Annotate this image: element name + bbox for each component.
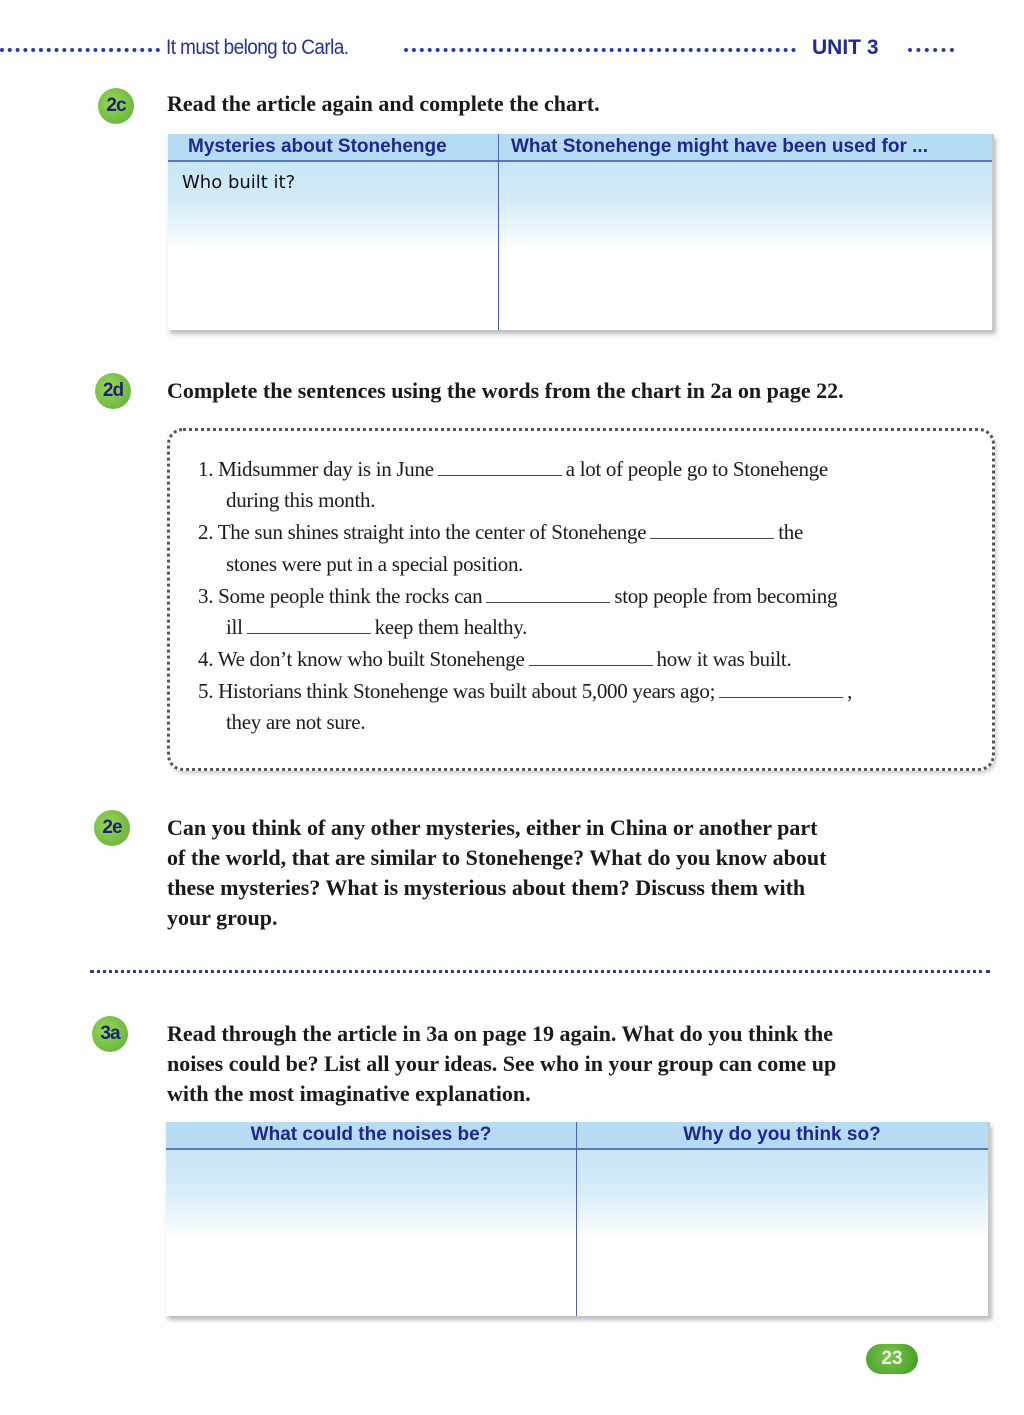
answer-blank[interactable] [247,619,371,634]
sentence-text: stop people from becoming [614,584,838,608]
sentence-text: Midsummer day is in June [218,457,434,481]
sentence-number: 5. [198,679,214,703]
answer-blank[interactable] [650,524,774,539]
chart-2c-col-mysteries: Mysteries about Stonehenge [188,136,447,157]
sentence-number: 1. [198,457,214,481]
running-header [0,36,960,64]
answer-blank[interactable] [529,651,653,666]
chart-3a-answer-noises[interactable] [172,1154,570,1310]
chart-3a-col-why: Why do you think so? [683,1124,881,1145]
exercise-badge-2d: 2d [95,373,131,409]
page-number: 23 [866,1344,918,1374]
sentence-text: ill [226,615,243,639]
instruction-3a [167,1019,836,1109]
sentence-text: keep them healthy. [374,615,528,639]
exercise-badge-2c: 2c [98,88,134,124]
sentence-1-line-2: during this month. [226,488,376,512]
exercise-badge-3a: 3a [92,1016,128,1052]
sentence-3-line-2 [226,615,527,640]
chart-3a [166,1122,990,1316]
instruction-2e [167,813,826,933]
instruction-line: Can you think of any other mysteries, either in China or another part [167,815,818,840]
answer-blank[interactable] [438,461,562,476]
sentence-comma: , [847,679,853,703]
instruction-2d: Complete the sentences using the words from the chart in 2a on page 22. [167,378,844,403]
instruction-line: Read through the article in 3a on page 19 again. What do you think the [167,1021,833,1046]
sentence-text: Historians think Stonehenge was built about 5,000 years ago; [218,679,716,703]
sentence-5-line-1 [198,679,852,704]
section-divider [90,970,990,973]
instruction-2c: Read the article again and complete the chart. [167,91,600,116]
sentence-text: The sun shines straight into the center of Stonehenge [217,520,647,544]
chart-3a-col-noises: What could the noises be? [250,1124,492,1145]
chart-3a-divider [576,1122,577,1316]
sentence-text: a lot of people go to Stonehenge [565,457,828,481]
sentence-text: We don’t know who built Stonehenge [217,647,525,671]
chart-2c-answer-area[interactable] [508,164,978,324]
chart-2c [168,134,994,330]
unit-label: UNIT 3 [812,36,879,59]
chart-2c-col-uses: What Stonehenge might have been used for ... [511,136,928,157]
instruction-line: with the most imaginative explanation. [167,1081,531,1106]
sentence-number: 2. [198,520,214,544]
sentence-number: 3. [198,584,214,608]
answer-blank[interactable] [486,588,610,603]
header-dots-left [0,48,160,56]
chart-2c-cell-who-built: Who built it? [182,172,296,193]
sentence-1-line-1 [198,457,828,482]
sentence-4 [198,647,791,672]
instruction-line: of the world, that are similar to Stonehenge? What do you know about [167,845,827,870]
header-title: It must belong to Carla. [166,36,349,59]
sentence-3-line-1 [198,584,837,609]
instruction-line: these mysteries? What is mysterious about them? Discuss them with [167,875,806,900]
chart-2c-divider [498,134,499,330]
sentence-number: 4. [198,647,214,671]
sentence-5-line-2: they are not sure. [226,710,366,734]
sentence-text: Some people think the rocks can [218,584,483,608]
chart-3a-answer-why[interactable] [582,1154,980,1310]
sentence-2-line-1 [198,520,803,545]
exercise-badge-2e: 2e [94,810,130,846]
sentence-text: the [778,520,803,544]
header-dots-right [908,48,954,56]
instruction-line: noises could be? List all your ideas. See who in your group can come up [167,1051,837,1076]
header-dots-middle [404,48,796,56]
sentence-text: how it was built. [656,647,792,671]
sentence-2-line-2: stones were put in a special position. [226,552,524,576]
instruction-line: your group. [167,905,278,930]
answer-blank[interactable] [719,683,843,698]
